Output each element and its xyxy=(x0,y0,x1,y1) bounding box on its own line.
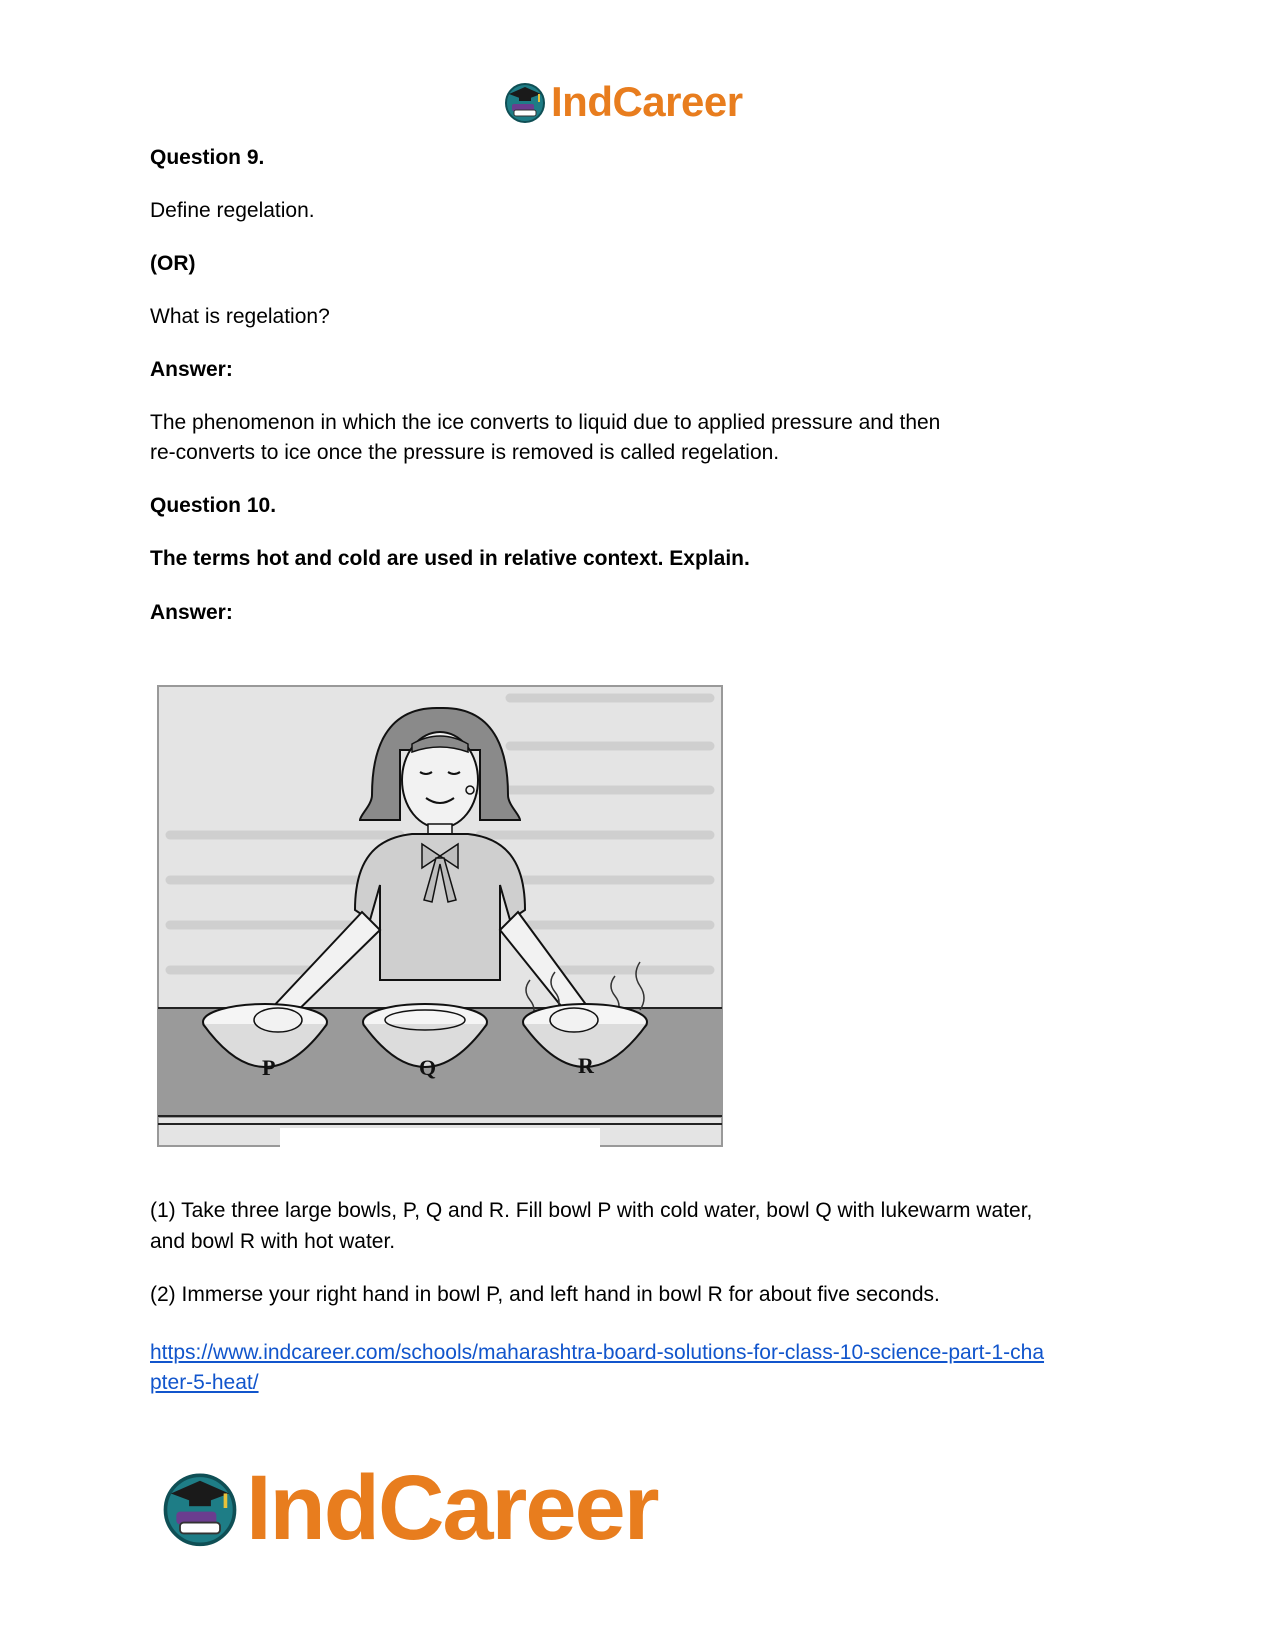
step-1-line: (1) Take three large bowls, P, Q and R. Fill bowl P with cold water, bowl Q with lukewarm water, xyxy=(150,1199,1033,1222)
answer-text-line: The phenomenon in which the ice converts to liquid due to applied pressure and then xyxy=(150,411,941,434)
answer-text-line: re-converts to ice once the pressure is removed is called regelation. xyxy=(150,441,780,464)
logo-wordmark: IndCareer xyxy=(551,78,743,125)
question-10-prompt: The terms hot and cold are used in relative context. Explain. xyxy=(150,547,750,570)
step-1-line: and bowl R with hot water. xyxy=(150,1230,396,1253)
step-2-text: (2) Immerse your right hand in bowl P, and left hand in bowl R for about five seconds. xyxy=(150,1283,940,1306)
bowl-label-p: P xyxy=(262,1055,276,1080)
bowl-label-r: R xyxy=(578,1053,594,1078)
answer-label: Answer: xyxy=(150,601,233,624)
bowl-label-q: Q xyxy=(419,1055,437,1080)
graduation-cap-book-globe-icon xyxy=(160,1468,240,1548)
source-link-continued[interactable]: pter-5-heat/ xyxy=(150,1371,259,1394)
question-9-alt-prompt: What is regelation? xyxy=(150,305,330,328)
answer-label: Answer: xyxy=(150,358,233,381)
logo-wordmark: IndCareer xyxy=(246,1456,658,1559)
graduation-cap-book-globe-icon xyxy=(503,80,547,124)
footer-logo xyxy=(160,1456,658,1559)
source-link[interactable]: https://www.indcareer.com/schools/maharashtra-board-solutions-for-class-10-science-part-1-cha xyxy=(150,1341,1045,1364)
or-label: (OR) xyxy=(150,252,196,275)
question-9-prompt: Define regelation. xyxy=(150,199,315,222)
question-9-heading: Question 9. xyxy=(150,146,265,169)
question-10-heading: Question 10. xyxy=(150,494,277,517)
hot-cold-bowls-illustration xyxy=(150,680,728,1162)
header-logo xyxy=(503,78,743,126)
